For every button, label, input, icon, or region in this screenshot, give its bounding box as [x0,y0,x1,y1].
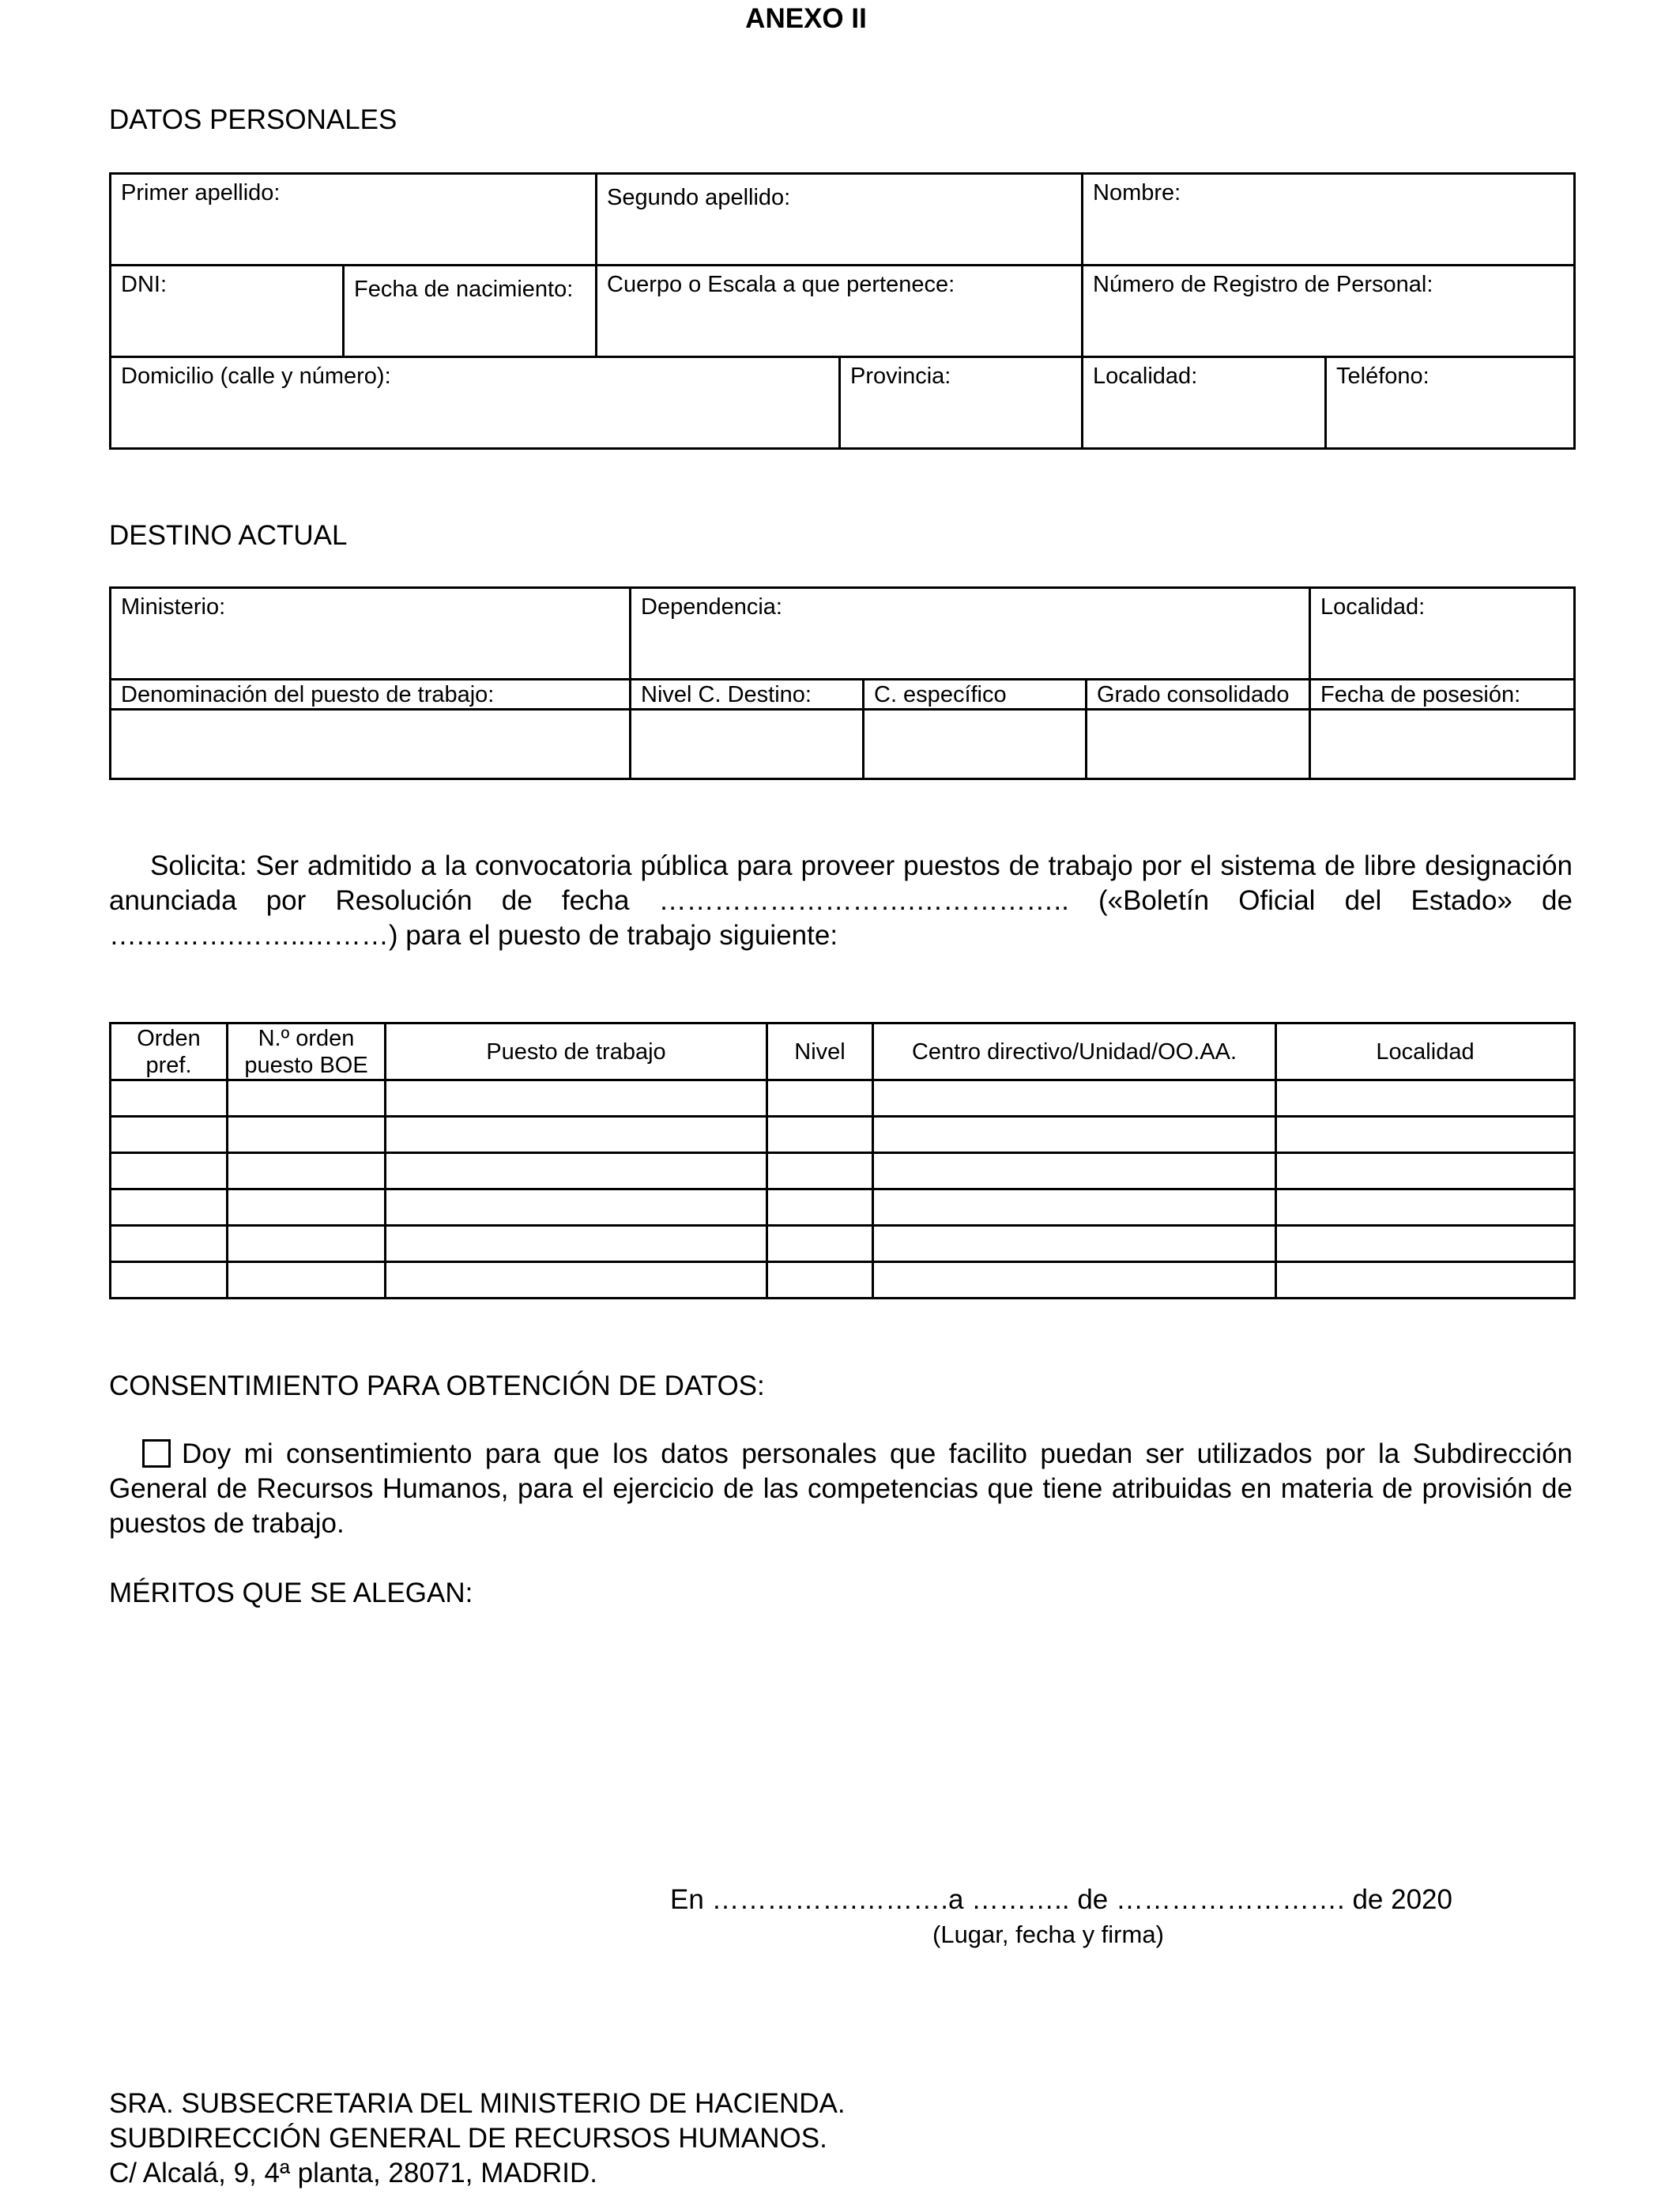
section-heading-consentimiento: CONSENTIMIENTO PARA OBTENCIÓN DE DATOS: [109,1370,765,1401]
puestos-table [109,1022,1576,1299]
table-cell[interactable] [873,1262,1276,1299]
section-heading-meritos: MÉRITOS QUE SE ALEGAN: [109,1578,473,1608]
nivel-label: Nivel C. Destino: [641,681,812,707]
table-row [111,1153,1575,1189]
table-cell[interactable] [767,1080,873,1117]
consentimiento-text: Doy mi consentimiento para que los datos personales que facilito puedan ser utilizados por la Subdirección General de Recursos Humanos, para el ejercicio de las competencias que tiene atribuidas en materia de provisión de puestos de trabajo. [109,1438,1573,1539]
table-cell[interactable] [873,1189,1276,1226]
fecha-posesion-label-cell [1310,680,1575,710]
denominacion-label: Denominación del puesto de trabajo: [121,681,495,707]
table-row [111,1262,1575,1299]
primer-apellido-label: Primer apellido: [121,180,281,205]
telefono-label: Teléfono: [1336,364,1430,389]
grado-label: Grado consolidado [1097,681,1290,707]
localidad-destino-label: Localidad: [1320,594,1426,620]
recipient-line-3: C/ Alcalá, 9, 4ª planta, 28071, MADRID. [109,2158,597,2188]
page-title: ANEXO II [745,3,867,34]
table-cell[interactable] [111,1153,228,1189]
table-cell[interactable] [1276,1117,1575,1153]
localidad-label: Localidad: [1093,364,1198,389]
dni-label: DNI: [121,272,167,297]
dependencia-label: Dependencia: [641,594,782,620]
table-cell[interactable] [386,1117,767,1153]
cuerpo-escala-field[interactable] [597,266,1083,357]
table-cell[interactable] [228,1189,386,1226]
registro-personal-label: Número de Registro de Personal: [1093,272,1433,297]
table-cell[interactable] [1276,1153,1575,1189]
segundo-apellido-label: Segundo apellido: [607,185,791,210]
fecha-nacimiento-label: Fecha de nacimiento: [354,277,574,302]
table-cell[interactable] [228,1080,386,1117]
table-cell[interactable] [228,1262,386,1299]
table-cell[interactable] [1276,1189,1575,1226]
denominacion-input[interactable] [111,710,631,779]
table-cell[interactable] [1276,1262,1575,1299]
denominacion-label-cell [111,680,631,710]
table-cell[interactable] [111,1080,228,1117]
table-row [111,1226,1575,1262]
table-cell[interactable] [873,1153,1276,1189]
table-cell[interactable] [111,1226,228,1262]
domicilio-label: Domicilio (calle y número): [121,364,391,389]
dependencia-field[interactable] [631,588,1310,680]
header-localidad: Localidad [1276,1023,1575,1080]
provincia-field[interactable] [840,357,1083,449]
nivel-label-cell [631,680,864,710]
puestos-header-row [111,1023,1575,1080]
table-cell[interactable] [228,1226,386,1262]
table-cell[interactable] [873,1226,1276,1262]
table-cell[interactable] [873,1117,1276,1153]
fecha-nacimiento-field[interactable] [344,266,597,357]
table-cell[interactable] [767,1189,873,1226]
cuerpo-escala-label: Cuerpo o Escala a que pertenece: [607,272,955,297]
table-cell[interactable] [767,1117,873,1153]
fecha-posesion-input[interactable] [1310,710,1575,779]
table-cell[interactable] [767,1226,873,1262]
solicita-paragraph: Solicita: Ser admitido a la convocatoria pública para proveer puestos de trabajo por el sistema de libre designación anunciada por Resolución de fecha ……………………….…………….. («Boletín Oficial del Estado» de ….……….……..………) para el puesto de trabajo siguiente: [109,850,1573,951]
section-heading-destino-actual: DESTINO ACTUAL [109,520,348,551]
telefono-field[interactable] [1326,357,1575,449]
header-centro: Centro directivo/Unidad/OO.AA. [873,1023,1276,1080]
consentimiento-paragraph [109,1437,1573,1541]
localidad-destino-field[interactable] [1310,588,1575,680]
domicilio-field[interactable] [111,357,840,449]
nombre-field[interactable] [1083,174,1575,266]
table-cell[interactable] [873,1080,1276,1117]
fecha-posesion-label: Fecha de posesión: [1320,681,1521,707]
table-cell[interactable] [111,1189,228,1226]
table-cell[interactable] [386,1080,767,1117]
ministerio-label: Ministerio: [121,594,226,620]
signature-caption: (Lugar, fecha y firma) [932,1921,1164,1948]
nivel-input[interactable] [631,710,864,779]
signature-line: En …………….……….a ……….. de ……………………. de 2020 [670,1884,1452,1915]
grado-input[interactable] [1087,710,1310,779]
table-cell[interactable] [767,1262,873,1299]
header-puesto: Puesto de trabajo [386,1023,767,1080]
consent-checkbox[interactable] [142,1439,171,1468]
table-cell[interactable] [386,1189,767,1226]
table-cell[interactable] [1276,1226,1575,1262]
table-cell[interactable] [228,1117,386,1153]
recipient-line-2: SUBDIRECCIÓN GENERAL DE RECURSOS HUMANOS. [109,2123,827,2154]
table-cell[interactable] [111,1117,228,1153]
table-row [111,1189,1575,1226]
especifico-label: C. específico [874,681,1007,707]
localidad-field[interactable] [1083,357,1326,449]
header-nivel: Nivel [767,1023,873,1080]
table-cell[interactable] [386,1226,767,1262]
section-heading-datos-personales: DATOS PERSONALES [109,104,397,135]
destino-table [109,586,1576,780]
primer-apellido-field[interactable] [111,174,597,266]
table-row [111,1117,1575,1153]
table-cell[interactable] [228,1153,386,1189]
nombre-label: Nombre: [1093,180,1181,205]
provincia-label: Provincia: [850,364,951,389]
especifico-input[interactable] [864,710,1087,779]
especifico-label-cell [864,680,1087,710]
table-cell[interactable] [1276,1080,1575,1117]
header-orden-pref: Orden pref. [111,1023,228,1080]
registro-personal-field[interactable] [1083,266,1575,357]
table-cell[interactable] [386,1153,767,1189]
table-cell[interactable] [767,1153,873,1189]
segundo-apellido-field[interactable] [597,174,1083,266]
dni-field[interactable] [111,266,344,357]
header-orden-boe: N.º orden puesto BOE [228,1023,386,1080]
recipient-line-1: SRA. SUBSECRETARIA DEL MINISTERIO DE HACIENDA. [109,2088,846,2119]
table-row [111,1080,1575,1117]
ministerio-field[interactable] [111,588,631,680]
table-cell[interactable] [386,1262,767,1299]
personal-data-table [109,172,1576,450]
grado-label-cell [1087,680,1310,710]
table-cell[interactable] [111,1262,228,1299]
